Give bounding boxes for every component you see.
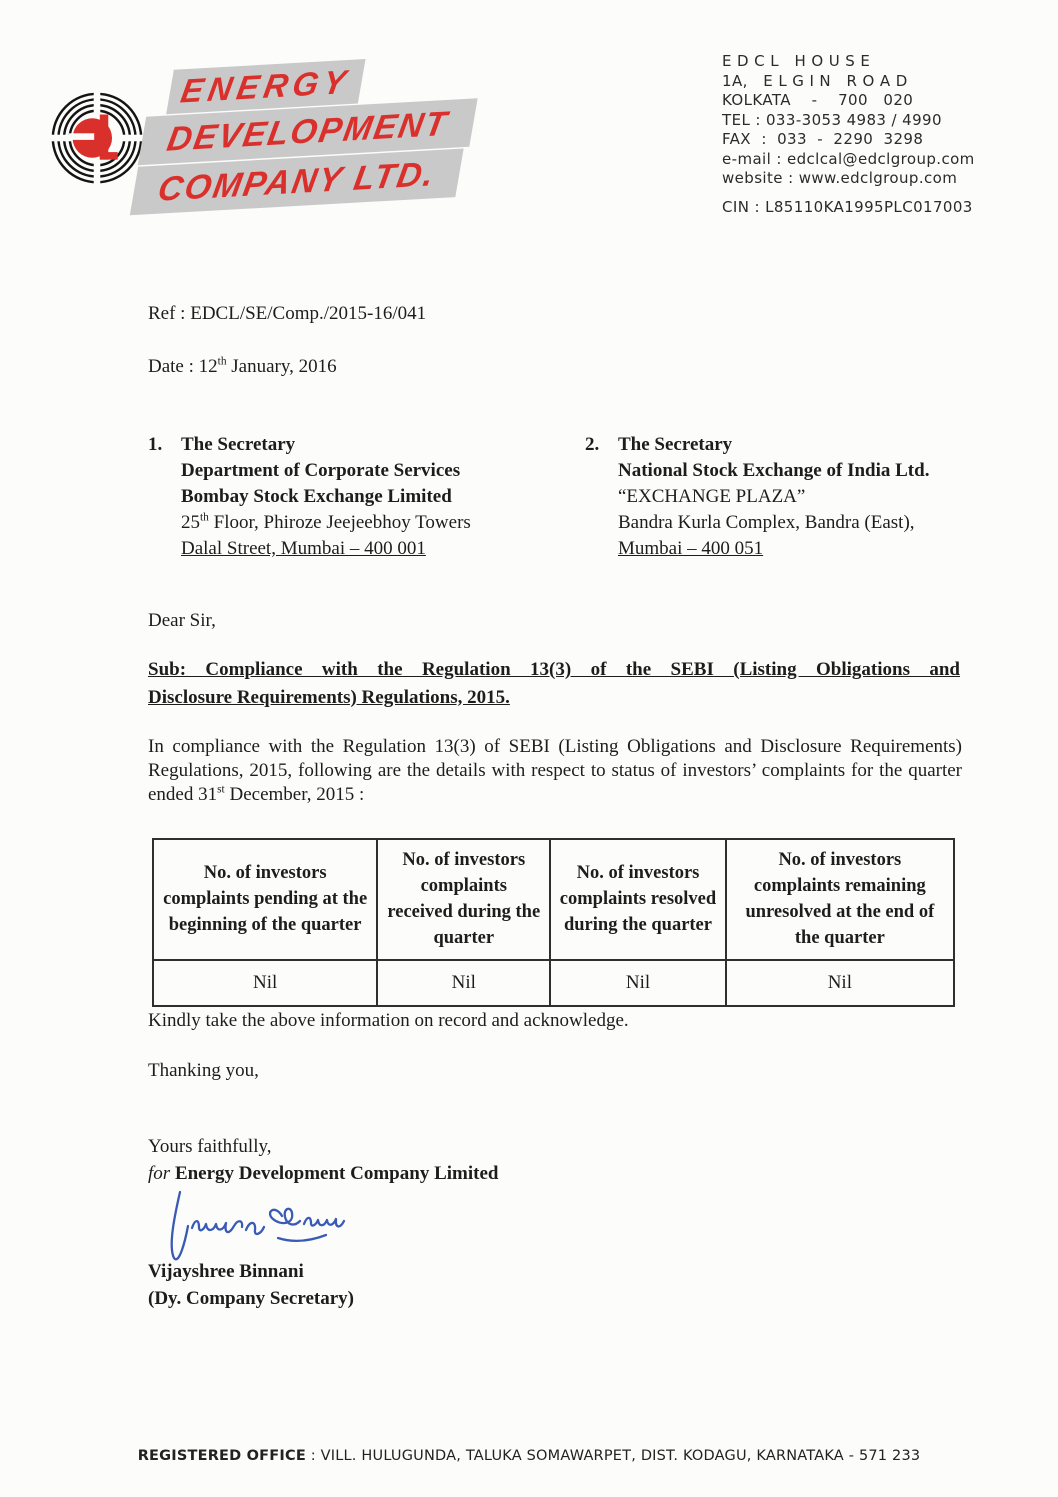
recipient-line-city: Dalal Street, Mumbai – 400 001 xyxy=(181,538,426,559)
body-text: In compliance with the Regulation 13(3) of SEBI (Listing Obligations and Disclosure Requirements) Regulations, 2015, following are the details with respect to status of investors’ complaints for the quarter ended 31 xyxy=(148,736,962,805)
table-value-row xyxy=(153,960,954,1006)
recipient-line: Department of Corporate Services xyxy=(181,460,461,481)
recipient-lines xyxy=(618,432,929,562)
on-behalf-line xyxy=(148,1160,498,1187)
table-value-cell: Nil xyxy=(377,960,550,1006)
handwritten-signature xyxy=(158,1188,383,1271)
table-header-cell: No. of investors complaints remaining unresolved at the end of the quarter xyxy=(726,839,954,960)
valediction-block xyxy=(148,1133,498,1187)
signer-title: (Dy. Company Secretary) xyxy=(148,1288,354,1309)
address-line-website: website : www.edclgroup.com xyxy=(722,169,958,187)
recipient-line-text: 25 xyxy=(181,512,200,533)
recipient-number: 1. xyxy=(148,434,163,455)
recipient-line: “EXCHANGE PLAZA” xyxy=(618,486,806,507)
acknowledge-line: Kindly take the above information on record and acknowledge. xyxy=(148,1010,629,1031)
thanking-line: Thanking you, xyxy=(148,1060,259,1081)
banner-text: COMPANY LTD. xyxy=(155,154,439,209)
for-word: for xyxy=(148,1163,175,1184)
recipient-line-text: Floor, Phiroze Jeejeebhoy Towers xyxy=(208,512,471,533)
recipient-lines xyxy=(181,432,471,562)
recipient-line: National Stock Exchange of India Ltd. xyxy=(618,460,930,481)
table-header-cell: No. of investors complaints received during the quarter xyxy=(377,839,550,960)
registered-office-text: : VILL. HULUGUNDA, TALUKA SOMAWARPET, DIST. KODAGU, KARNATAKA - 571 233 xyxy=(305,1448,921,1464)
address-line: KOLKATA - 700 020 xyxy=(722,91,914,109)
valediction-line: Yours faithfully, xyxy=(148,1136,272,1157)
recipient-block-nse xyxy=(585,432,1005,562)
recipient-line-city: Mumbai – 400 051 xyxy=(618,538,764,559)
recipient-line xyxy=(181,510,471,536)
table-value-cell: Nil xyxy=(153,960,377,1006)
banner-text: DEVELOPMENT xyxy=(164,104,452,159)
body-paragraph xyxy=(148,735,962,806)
date-ordinal: th xyxy=(217,355,227,368)
recipient-line: Bandra Kurla Complex, Bandra (East), xyxy=(618,512,915,533)
table-header-row xyxy=(153,839,954,960)
company-logo-icon xyxy=(50,86,144,190)
table-header-cell: No. of investors complaints pending at the beginning of the quarter xyxy=(153,839,377,960)
cin-line: CIN : L85110KA1995PLC017003 xyxy=(722,197,973,216)
recipient-block-bse xyxy=(148,432,568,562)
salutation: Dear Sir, xyxy=(148,610,216,631)
address-line-tel: TEL : 033-3053 4983 / 4990 xyxy=(722,110,942,129)
address-line: E D C L H O U S E xyxy=(722,52,871,70)
table-value-cell: Nil xyxy=(550,960,725,1006)
complaints-table xyxy=(152,838,955,1007)
subject-line-2: Disclosure Requirements) Regulations, 2015. xyxy=(148,686,510,708)
registered-office-footer xyxy=(0,1448,1058,1464)
address-line-fax: FAX : 033 - 2290 3298 xyxy=(722,130,924,148)
subject-line xyxy=(148,656,960,711)
date-text: January, 2016 xyxy=(226,356,337,377)
date-line xyxy=(148,356,337,378)
banner-text: ENERGY xyxy=(178,62,354,110)
floor-ordinal: th xyxy=(200,511,209,524)
table-value-cell: Nil xyxy=(726,960,954,1006)
address-line: 1A, E L G I N R O A D xyxy=(722,71,908,90)
logo-rings-icon xyxy=(50,86,144,190)
recipient-line: The Secretary xyxy=(618,434,733,455)
registered-office-label: REGISTERED OFFICE xyxy=(137,1448,306,1464)
date-text: Date : 12 xyxy=(148,356,218,377)
recipient-line: Bombay Stock Exchange Limited xyxy=(181,486,452,507)
subject-line-1: Sub: Compliance with the Regulation 13(3) of the SEBI (Listing Obligations and xyxy=(148,659,960,680)
recipient-number: 2. xyxy=(585,434,600,455)
date-ordinal: st xyxy=(217,783,225,796)
body-text: December, 2015 : xyxy=(224,783,365,805)
letterhead-address-block xyxy=(722,52,1022,217)
company-name: Energy Development Company Limited xyxy=(174,1163,499,1184)
recipient-line: The Secretary xyxy=(181,434,296,455)
table-header-cell: No. of investors complaints resolved during the quarter xyxy=(550,839,725,960)
address-line-email: e-mail : edclcal@edclgroup.com xyxy=(722,149,975,168)
reference-line: Ref : EDCL/SE/Comp./2015-16/041 xyxy=(148,303,427,324)
signer-name: Vijayshree Binnani xyxy=(148,1261,304,1282)
